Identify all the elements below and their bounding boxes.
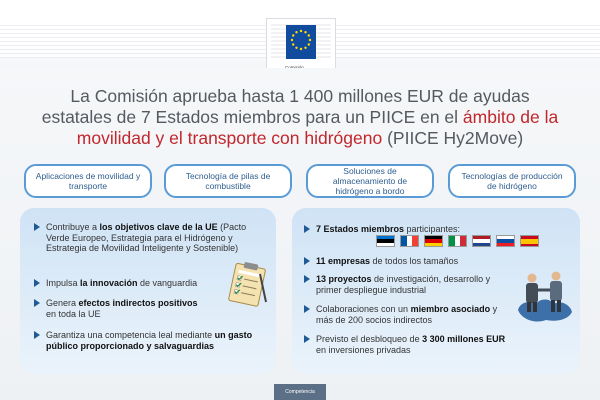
arrow-icon xyxy=(304,225,310,233)
estonia-flag xyxy=(376,235,395,247)
arrow-icon xyxy=(304,305,310,313)
arrow-icon xyxy=(304,275,310,283)
slovakia-flag xyxy=(496,235,515,247)
arrow-icon xyxy=(34,331,40,339)
netherlands-flag xyxy=(472,235,491,247)
berlaymont-building-icon xyxy=(267,19,335,65)
arrow-icon xyxy=(34,299,40,307)
footer-label: Competencia xyxy=(274,384,326,400)
category-onboard-storage: Soluciones de almacenamiento de hidrógeno a bordo xyxy=(306,164,434,198)
title-part-1: La Comisión aprueba hasta 1 400 millones EUR de ayudas estatales de 7 Estados miembros para un PIICE en el xyxy=(41,86,530,127)
spain-flag xyxy=(520,235,539,247)
title-highlight: ámbito de la movilidad y el transporte con hidrógeno xyxy=(76,107,559,148)
category-mobility: Aplicaciones de movilidad y transporte xyxy=(24,164,152,198)
italy-flag xyxy=(448,235,467,247)
page-title xyxy=(40,86,560,149)
category-production: Tecnologías de producción de hidrógeno xyxy=(448,164,576,198)
france-flag xyxy=(400,235,419,247)
member-state-flags xyxy=(376,235,539,247)
title-part-2: (PIICE Hy2Move) xyxy=(382,128,524,148)
germany-flag xyxy=(424,235,443,247)
arrow-icon xyxy=(304,335,310,343)
arrow-icon xyxy=(304,257,310,265)
arrow-icon xyxy=(34,223,40,231)
checklist-icon xyxy=(226,262,270,308)
arrow-icon xyxy=(34,279,40,287)
category-fuel-cells: Tecnología de pilas de combustible xyxy=(164,164,292,198)
europe-people-icon xyxy=(510,258,578,328)
